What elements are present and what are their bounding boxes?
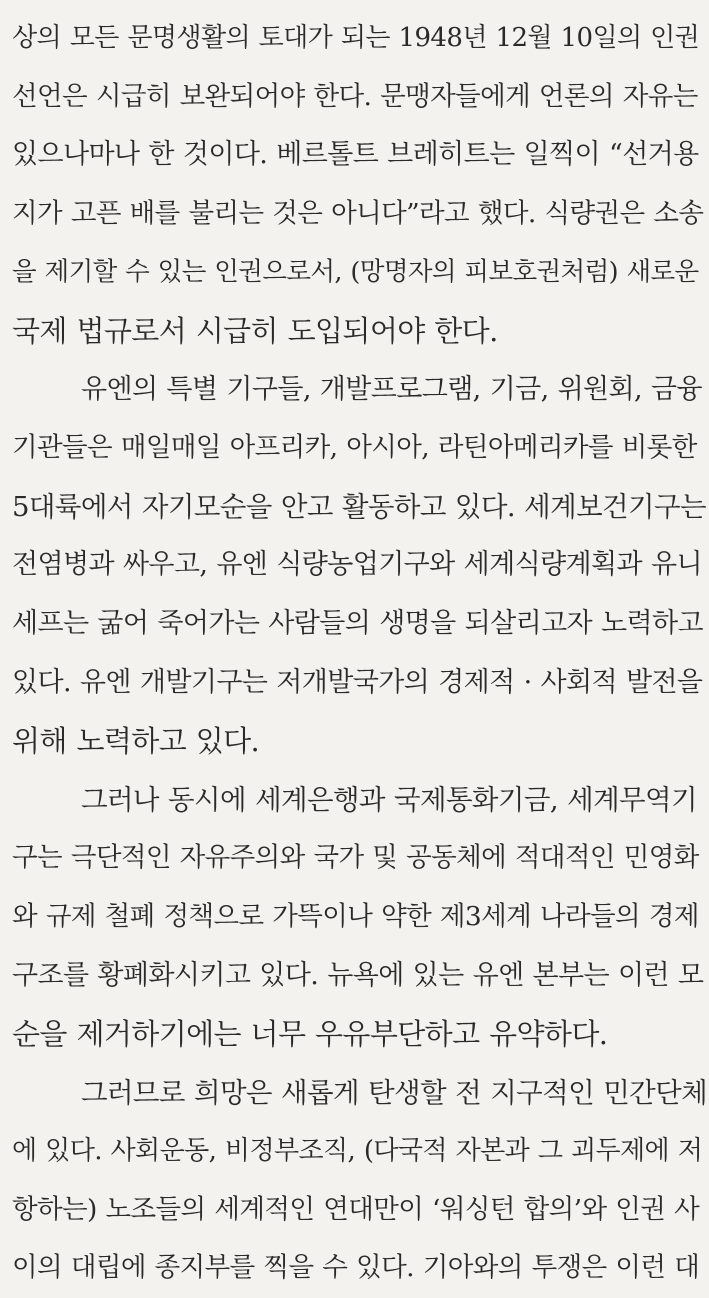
text-line: 그러나 동시에 세계은행과 국제통화기금, 세계무역기 <box>81 783 697 816</box>
text-line: 선언은 시급히 보완되어야 한다. 문맹자들에게 언론의 자유는 <box>12 80 698 112</box>
text-line: 전염병과 싸우고, 유엔 식량농업기구와 세계식량계획과 유니 <box>12 549 702 581</box>
paragraph <box>12 361 707 771</box>
text-line: 지가 고픈 배를 불리는 것은 아니다”라고 했다. 식량권은 소송 <box>12 197 704 229</box>
text-line: 국제 법규로서 시급히 도입되어야 한다. <box>12 313 498 348</box>
text-line: 을 제기할 수 있는 인권으로서, (망명자의 피보호권처럼) 새로운 <box>12 257 699 288</box>
paragraph <box>12 771 707 1064</box>
book-page <box>0 9 709 1284</box>
text-line: 위해 노력하고 있다. <box>12 724 260 759</box>
text-line: 유엔의 특별 기구들, 개발프로그램, 기금, 위원회, 금융 <box>81 373 702 405</box>
text-line: 상의 모든 문명생활의 토대가 되는 1948년 12월 10일의 인권 <box>12 23 700 53</box>
paragraph <box>12 1064 707 1298</box>
text-line: 이의 대립에 종지부를 찍을 수 있다. 기아와의 투쟁은 이런 대 <box>12 1252 700 1284</box>
text-line: 순을 제거하기에는 너무 우유부단하고 유약하다. <box>12 1017 608 1052</box>
text-line: 그러므로 희망은 새롭게 탄생할 전 지구적인 민간단체 <box>81 1076 708 1109</box>
text-line: 구는 극단적인 자유주의와 국가 및 공동체에 적대적인 민영화 <box>12 842 699 874</box>
text-line: 에 있다. 사회운동, 비정부조직, (다국적 자본과 그 괴두제에 저 <box>12 1136 703 1167</box>
text-line: 항하는) 노조들의 세계적인 연대만이 ‘워싱턴 합의’와 인권 사 <box>12 1193 700 1225</box>
text-line: 있다. 유엔 개발기구는 저개발국가의 경제적 · 사회적 발전을 <box>12 666 703 698</box>
text-line: 5대륙에서 자기모순을 안고 활동하고 있다. 세계보건기구는 <box>12 490 706 523</box>
text-line: 기관들은 매일매일 아프리카, 아시아, 라틴아메리카를 비롯한 <box>12 432 697 464</box>
text-line: 있으나마나 한 것이다. 베르톨트 브레히트는 일찍이 “선거용 <box>12 139 699 171</box>
text-line: 세프는 굶어 죽어가는 사람들의 생명을 되살리고자 노력하고 <box>12 607 703 639</box>
text-line: 와 규제 철폐 정책으로 가뜩이나 약한 제3세계 나라들의 경제 <box>12 900 699 932</box>
paragraph <box>12 9 707 361</box>
text-line: 구조를 황폐화시키고 있다. 뉴욕에 있는 유엔 본부는 이런 모 <box>12 959 704 991</box>
